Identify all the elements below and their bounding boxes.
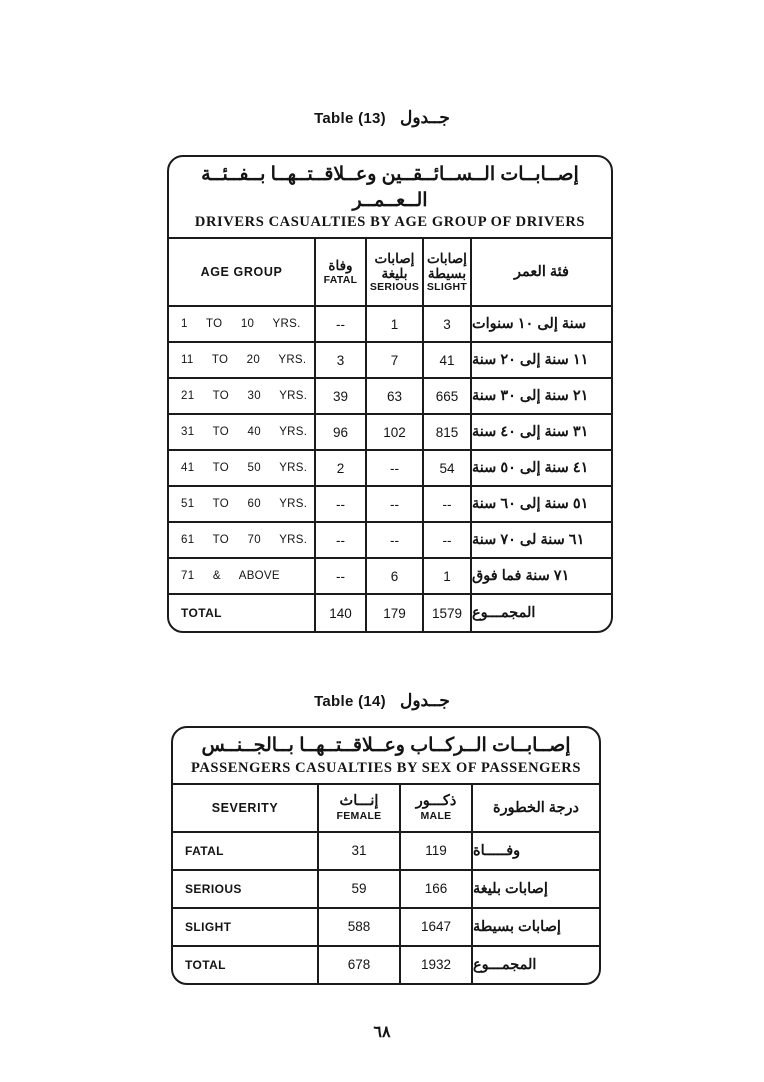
table-row-cell: سنة إلى ١٠ سنوات [470, 305, 611, 341]
table14-total-label: TOTAL [173, 945, 317, 983]
table-row-cell: FATAL [173, 831, 317, 869]
table-row-cell: 96 [314, 413, 365, 449]
table-row-cell: -- [314, 557, 365, 593]
table13-total-fatal: 140 [314, 593, 365, 631]
table13-header-serious-english: SERIOUS [369, 281, 420, 294]
table-row-cell: 1 TO 10 YRS. [169, 305, 314, 341]
table14-header-severity-arabic [471, 785, 599, 831]
table14-header-female [317, 785, 399, 831]
table-row-cell: SLIGHT [173, 907, 317, 945]
table13-caption-english: Table (13) [314, 110, 386, 127]
table-row-cell: -- [365, 449, 422, 485]
table13-title-arabic: إصــابــات الــســائــقــين وعــلاقــتــهــا بــفــئــة الــعــمــر [201, 164, 579, 211]
table-row-cell: 3 [314, 341, 365, 377]
table-row-cell: -- [422, 521, 470, 557]
table14-caption-arabic: جــدول [399, 691, 450, 710]
table14-header-male-english: MALE [420, 809, 452, 822]
table-row-cell: 815 [422, 413, 470, 449]
table-row-cell: 1 [422, 557, 470, 593]
table-row-cell: 2 [314, 449, 365, 485]
table-row-cell: -- [365, 521, 422, 557]
table-row-cell: 31 [317, 831, 399, 869]
table13-total-label: TOTAL [169, 593, 314, 631]
table-row-cell: 41 [422, 341, 470, 377]
table14-header-severity [173, 785, 317, 831]
table14-title-arabic: إصــابــات الــركــاب وعــلاقــتــهــا بــالجــنــس [201, 735, 571, 756]
table14-total-arabic: المجمـــوع [471, 945, 599, 983]
table-row-cell: 71 & ABOVE [169, 557, 314, 593]
table-row-cell: ٥١ سنة إلى ٦٠ سنة [470, 485, 611, 521]
table-row-cell: إصابات بليغة [471, 869, 599, 907]
table-row-cell: 63 [365, 377, 422, 413]
table13-total-arabic: المجمـــوع [470, 593, 611, 631]
table-row-cell: 31 TO 40 YRS. [169, 413, 314, 449]
table-row-cell: وفـــــاة [471, 831, 599, 869]
table14-header-severity-label: SEVERITY [211, 800, 279, 815]
table13-total-serious: 179 [365, 593, 422, 631]
table13-header-age-group [169, 239, 314, 305]
table-row-cell: ١١ سنة إلى ٢٠ سنة [470, 341, 611, 377]
table14-caption [0, 691, 764, 711]
table-row-cell: 6 [365, 557, 422, 593]
table-row-cell: -- [422, 485, 470, 521]
table-row-cell: 3 [422, 305, 470, 341]
table13-caption [0, 108, 764, 128]
table-row-cell: 11 TO 20 YRS. [169, 341, 314, 377]
table-row-cell: 59 [317, 869, 399, 907]
passengers-casualties-table [171, 726, 601, 985]
table14-header-male [399, 785, 471, 831]
table-row-cell: 54 [422, 449, 470, 485]
table-row-cell: 1 [365, 305, 422, 341]
table13-caption-arabic: جــدول [399, 108, 450, 127]
table13-title-block [169, 157, 611, 239]
table13-header-slight [422, 239, 470, 305]
table14-caption-english: Table (14) [314, 693, 386, 710]
table-row-cell: إصابات بسيطة [471, 907, 599, 945]
table-row-cell: 588 [317, 907, 399, 945]
table-row-cell: ٢١ سنة إلى ٣٠ سنة [470, 377, 611, 413]
table-row-cell: 21 TO 30 YRS. [169, 377, 314, 413]
page-number: ٦٨ [373, 1024, 391, 1041]
table14-title-block [173, 728, 599, 785]
table13-title-english: DRIVERS CASUALTIES BY AGE GROUP OF DRIVERS [194, 214, 586, 231]
table13-header-fatal [314, 239, 365, 305]
table14-total-male: 1932 [399, 945, 471, 983]
table14-grid [173, 785, 599, 983]
table-row-cell: 102 [365, 413, 422, 449]
table-row-cell: 61 TO 70 YRS. [169, 521, 314, 557]
table14-title-english: PASSENGERS CASUALTIES BY SEX OF PASSENGERS [190, 759, 582, 776]
table-row-cell: -- [365, 485, 422, 521]
table14-header-female-arabic: إنـــاث [339, 793, 379, 810]
table13-header-slight-arabic: إصابات بسيطة [427, 250, 467, 282]
table-row-cell: 7 [365, 341, 422, 377]
table13-header-age-group-label: AGE GROUP [200, 265, 283, 280]
drivers-casualties-table [167, 155, 613, 633]
table13-header-serious [365, 239, 422, 305]
table13-header-age-arabic-label: فئة العمر [514, 264, 569, 281]
table-row-cell: ٦١ سنة لى ٧٠ سنة [470, 521, 611, 557]
table13-header-fatal-arabic: وفاة [328, 258, 353, 274]
table-row-cell: 166 [399, 869, 471, 907]
table-row-cell: ٧١ سنة فما فوق [470, 557, 611, 593]
table-row-cell: 665 [422, 377, 470, 413]
table13-header-slight-english: SLIGHT [426, 281, 468, 294]
table14-header-female-english: FEMALE [336, 809, 382, 822]
table14-header-male-arabic: ذكـــور [415, 793, 457, 810]
table-row-cell: -- [314, 521, 365, 557]
table-row-cell: 41 TO 50 YRS. [169, 449, 314, 485]
table13-grid [169, 239, 611, 631]
table-row-cell: ٤١ سنة إلى ٥٠ سنة [470, 449, 611, 485]
table-row-cell: -- [314, 485, 365, 521]
table14-total-female: 678 [317, 945, 399, 983]
table13-header-serious-arabic: إصابات بليغة [374, 250, 415, 282]
table-row-cell: -- [314, 305, 365, 341]
table13-header-fatal-english: FATAL [323, 273, 358, 286]
table13-total-slight: 1579 [422, 593, 470, 631]
table14-header-severity-arabic-label: درجة الخطورة [492, 799, 580, 816]
table-row-cell: SERIOUS [173, 869, 317, 907]
table-row-cell: 119 [399, 831, 471, 869]
table-row-cell: 39 [314, 377, 365, 413]
table13-header-age-arabic [470, 239, 611, 305]
table-row-cell: 1647 [399, 907, 471, 945]
table-row-cell: ٣١ سنة إلى ٤٠ سنة [470, 413, 611, 449]
table-row-cell: 51 TO 60 YRS. [169, 485, 314, 521]
